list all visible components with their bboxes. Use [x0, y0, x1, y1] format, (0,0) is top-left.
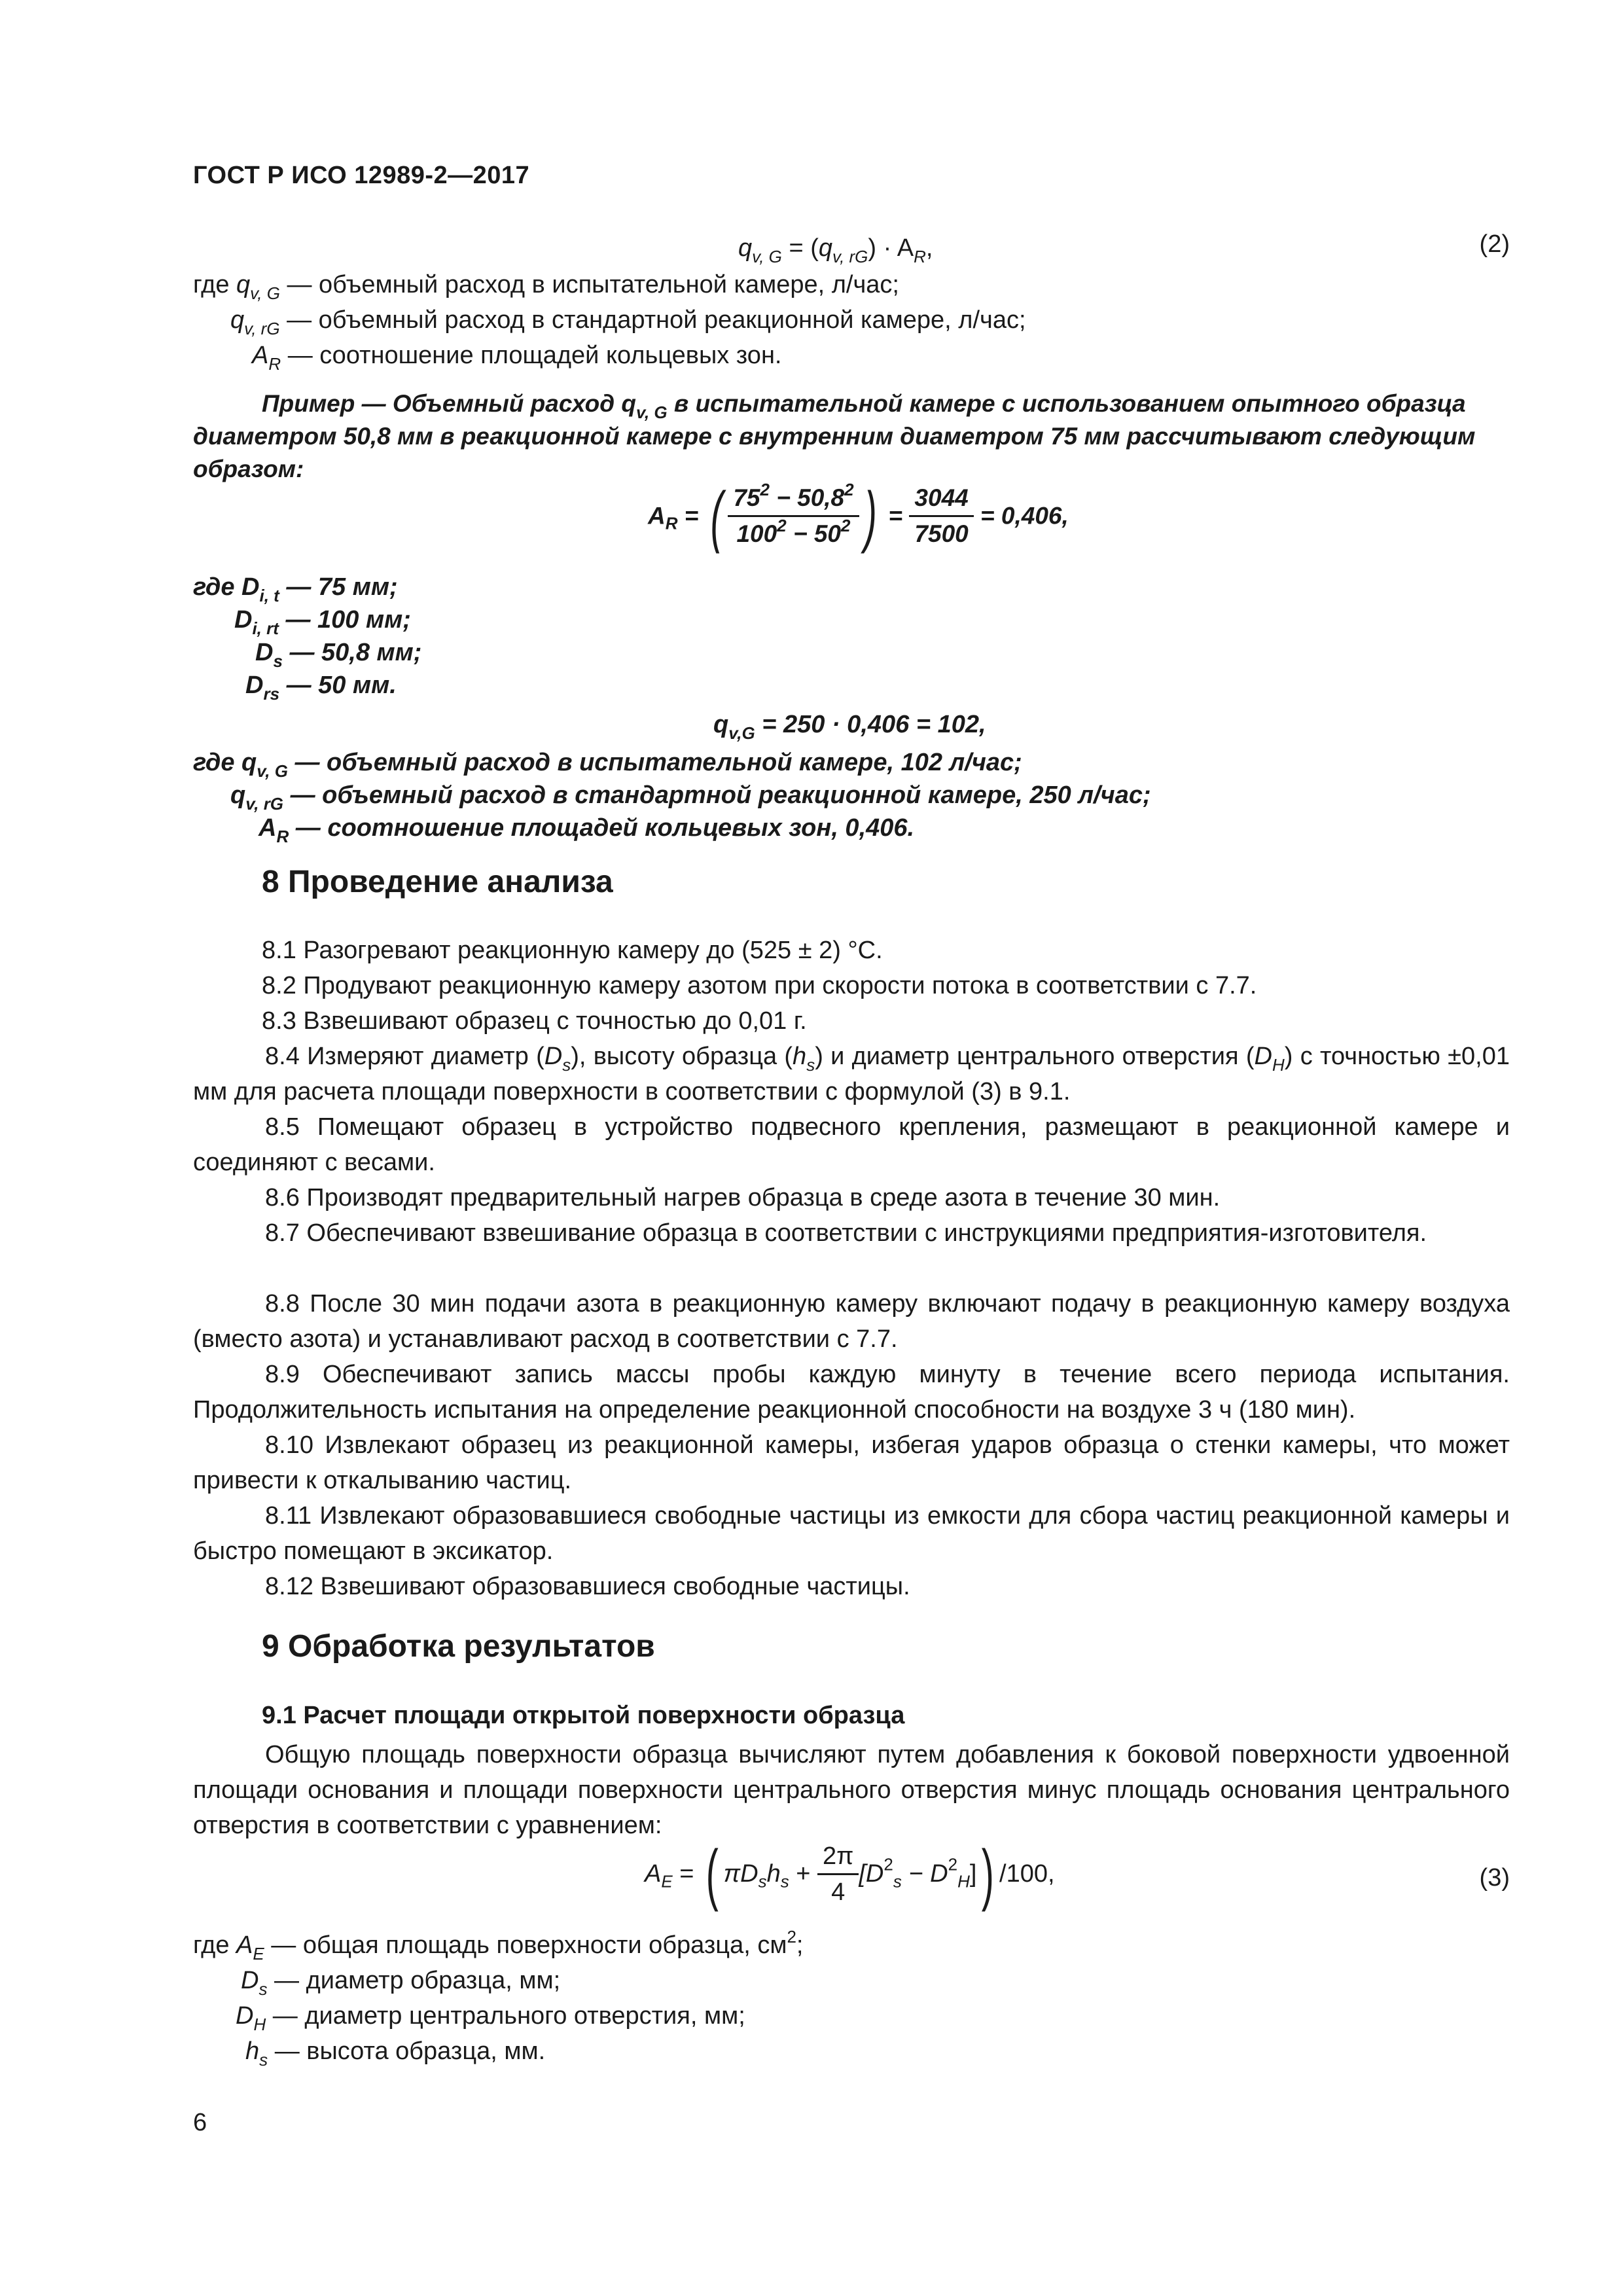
- section-8-item: 8.7 Обеспечивают взвешивание образца в соответствии с инструкциями предприятия-изготовителя.: [265, 1219, 1427, 1247]
- section-8-item: 8.1 Разогревают реакционную камеру до (525 ± 2) °С.: [262, 937, 883, 964]
- section-8-item: 8.3 Взвешивают образец с точностью до 0,01 г.: [262, 1007, 807, 1035]
- formula-sub: v, rG: [832, 247, 868, 266]
- formula-var: q: [818, 234, 832, 262]
- example-where-item: $D_s$ — 50,8 мм;: [255, 639, 422, 671]
- where-item: где $A_E$ — общая площадь поверхности образца, $см^2$;: [193, 1927, 804, 1964]
- where-item: $D_H$ — диаметр центрального отверстия, мм;: [236, 2002, 745, 2034]
- section-9-paragraph: Общую площадь поверхности образца вычисляют путем добавления к боковой поверхности удвоенной площади основания и площади поверхности центрального отверстия минус площадь основания центрального отверстия в соответствии с уравнением:: [193, 1741, 1510, 1839]
- formula-var: q: [738, 234, 753, 262]
- formula-number: (2): [1479, 230, 1510, 258]
- example-where-item: $D_{i, rt}$ — 100 мм;: [234, 606, 411, 638]
- formula-3: $A_E$ = ( $\pi D_sh_s$ + $\frac{2\pi}{4}$ $[D^2_s - D^2_H]$) /100,: [645, 1836, 1055, 1912]
- document-header: ГОСТ Р ИСО 12989-2—2017: [193, 162, 530, 189]
- formula-number: (3): [1479, 1864, 1510, 1892]
- example-line: диаметром 50,8 мм в реакционной камере с внутренним диаметром 75 мм рассчитывают следующим: [193, 423, 1476, 450]
- section-8-title: 8 Проведение анализа: [262, 865, 613, 899]
- where-item: где $q_{v, G}$ — объемный расход в испытательной камере, л/час;: [193, 271, 899, 303]
- where-item: $h_s$ — высота образца, мм.: [245, 2037, 546, 2070]
- formula-sub: v, G: [752, 247, 782, 266]
- where-item: $q_{v, rG}$ — объемный расход в стандартной реакционной камере, л/час;: [230, 306, 1026, 338]
- section-8-item: 8.10 Извлекают образец из реакционной камеры, избегая ударов образца о стенки камеры, что может привести к откалыванию частиц.: [193, 1431, 1510, 1494]
- formula-sub: R: [914, 247, 926, 266]
- section-8-item: 8.9 Обеспечивают запись массы пробы каждую минуту в течение всего периода испытания. Продолжительность испытания на определение реакционной способности на воздухе 3 ч (180 мин).: [193, 1361, 1510, 1424]
- example-where-item: где $D_{i, t}$ — 75 мм;: [193, 573, 398, 605]
- section-8-item: 8.2 Продувают реакционную камеру азотом при скорости потока в соответствии с 7.7.: [262, 972, 1257, 999]
- section-8-item: 8.12 Взвешивают образовавшиеся свободные частицы.: [265, 1573, 910, 1600]
- example-where-item: где $q_{v, G}$ — объемный расход в испытательной камере, 102 л/час;: [193, 749, 1022, 781]
- formula-text: ,: [925, 234, 933, 262]
- example-line: Пример — Объемный расход $q_{v, G}$ в испытательной камере с использованием опытного образца: [262, 390, 1466, 422]
- example-where-item: $A_R$ — соотношение площадей кольцевых зон, 0,406.: [259, 814, 915, 846]
- example-line: образом:: [193, 456, 304, 482]
- where-item: $D_s$ — диаметр образца, мм;: [241, 1967, 561, 1999]
- example-where-item: $q_{v, rG}$ — объемный расход в стандартной реакционной камере, 250 л/час;: [230, 781, 1151, 814]
- where-item: $A_R$ — соотношение площадей кольцевых зон.: [252, 342, 782, 374]
- example-where-item: $D_{rs}$ — 50 мм.: [245, 672, 397, 704]
- formula-text: ) · A: [868, 234, 914, 262]
- section-8-item: 8.4 Измеряют диаметр $(D_s)$, высоту образца $(h_s)$ и диаметр центрального отверстия $(D_H)$ с точностью ±0,01 мм для расчета площади поверхности в соответствии с формулой (3) в 9.1.: [193, 1043, 1510, 1105]
- subsection-9-1-title: 9.1 Расчет площади открытой поверхности образца: [262, 1702, 905, 1729]
- section-8-item: 8.11 Извлекают образовавшиеся свободные частицы из емкости для сбора частиц реакционной камеры и быстро помещают в эксикатор.: [193, 1502, 1510, 1565]
- formula-2: [738, 230, 933, 266]
- example-calc: $q_{v,G} = 250 \cdot 0,406 = 102$,: [713, 711, 986, 743]
- section-9-title: 9 Обработка результатов: [262, 1629, 655, 1664]
- page-number: 6: [193, 2109, 207, 2136]
- formula-text: = (: [781, 234, 819, 262]
- formula-ar: $A_R$ = ( $\frac{75^2 - 50,8^2}{100^2 - 50^2}$ ) = $\frac{3044}{7500}$ = 0,406,: [648, 478, 1069, 554]
- section-8-item: 8.5 Помещают образец в устройство подвесного крепления, размещают в реакционной камере и соединяют с весами.: [193, 1113, 1510, 1176]
- section-8-item: 8.8 После 30 мин подачи азота в реакционную камеру включают подачу в реакционную камеру воздуха (вместо азота) и устанавливают расход в соответствии с 7.7.: [193, 1290, 1510, 1353]
- section-8-item: 8.6 Производят предварительный нагрев образца в среде азота в течение 30 мин.: [265, 1184, 1221, 1211]
